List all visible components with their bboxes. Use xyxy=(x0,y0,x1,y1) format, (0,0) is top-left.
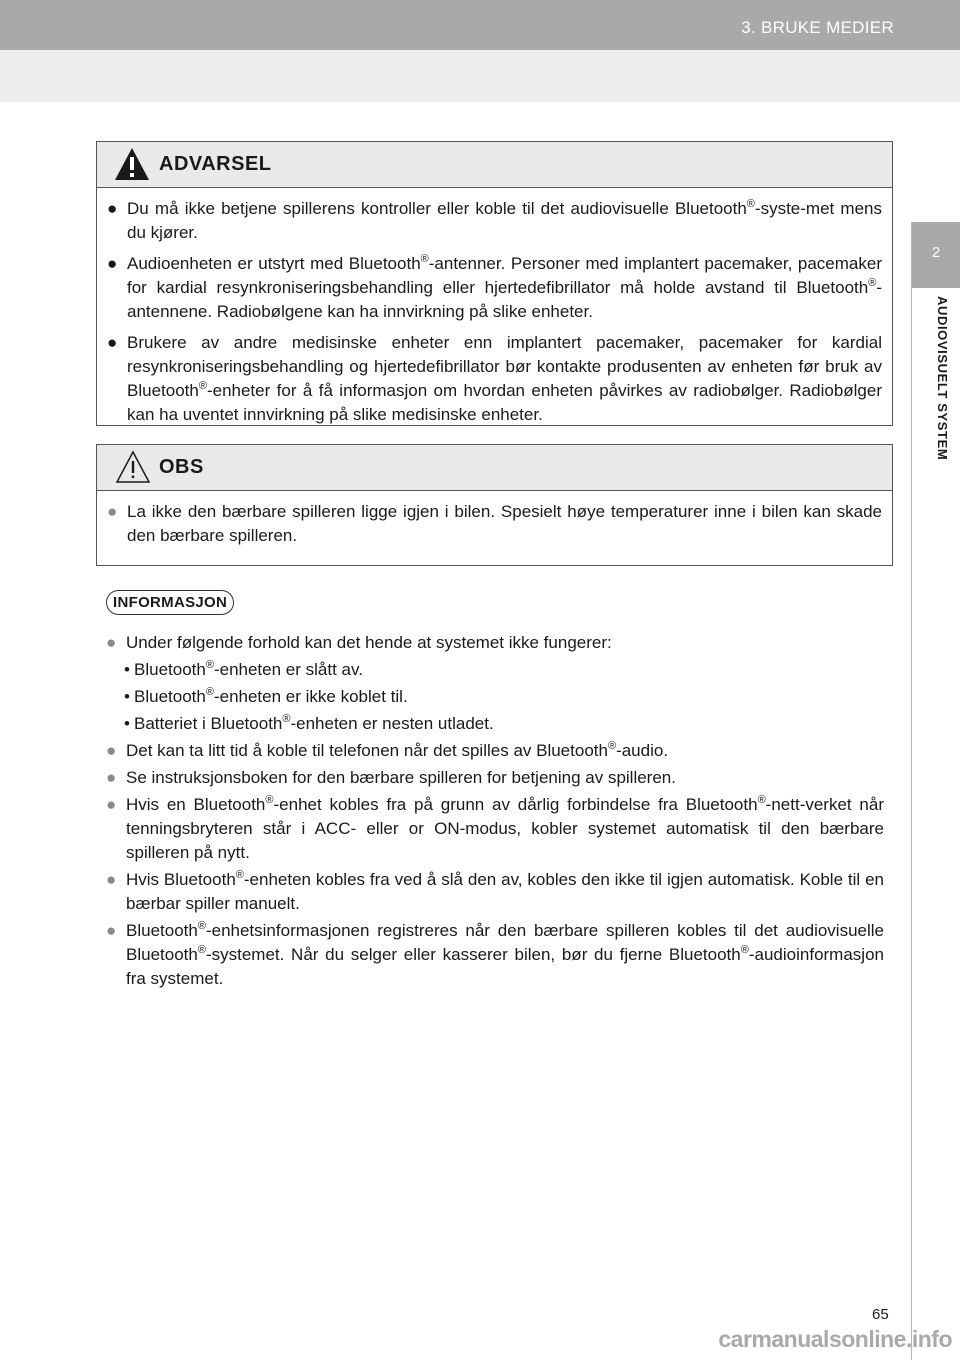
registered-mark: ® xyxy=(757,794,766,806)
text-segment: -enheter for å få informasjon om hvordan enheten påvirkes av radiobølger. Radiobølger kan ha uventet innvirkning på slike medisinske enheter. xyxy=(127,381,882,424)
text-segment: -enhetsinformasjonen registreres når den bærbare spilleren kobles til det audiovisuelle Bluetooth xyxy=(126,921,884,964)
warning-list xyxy=(97,188,892,427)
registered-mark: ® xyxy=(197,944,206,956)
text-segment: Bluetooth xyxy=(134,687,206,706)
registered-mark: ® xyxy=(198,380,207,392)
text-segment: -antennene. Radiobølgene kan ha innvirkning på slike enheter. xyxy=(127,278,882,321)
registered-mark: ® xyxy=(205,686,214,698)
text-segment: -enheten er slått av. xyxy=(213,660,363,679)
warning-item xyxy=(107,331,882,427)
text-segment: -nett-verket når tenningsbryteren står i ACC- eller or ON-modus, kobler systemet automatisk til den bærbare spilleren på nytt. xyxy=(126,795,885,862)
registered-mark: ® xyxy=(607,740,617,752)
text-segment: -systemet. Når du selger eller kasserer bilen, bør du fjerne Bluetooth xyxy=(205,945,741,964)
registered-mark: ® xyxy=(197,920,206,932)
text-segment: Det kan ta litt tid å koble til telefonen når det spilles av Bluetooth xyxy=(126,741,608,760)
info-item xyxy=(106,868,884,916)
text-segment: Hvis Bluetooth xyxy=(126,870,236,889)
page-number: 65 xyxy=(872,1306,889,1323)
warning-title: ADVARSEL xyxy=(159,153,272,175)
information-badge: INFORMASJON xyxy=(106,590,234,615)
registered-mark: ® xyxy=(282,713,291,725)
text-segment: -syste-met mens du kjører. xyxy=(127,199,882,242)
info-list xyxy=(106,739,884,991)
warning-triangle-icon xyxy=(113,146,151,182)
info-sublist xyxy=(106,658,884,736)
warning-item xyxy=(107,197,882,245)
info-item xyxy=(106,739,884,763)
text-segment: -enhet kobles fra på grunn av dårlig forbindelse fra Bluetooth xyxy=(273,795,758,814)
info-subitem xyxy=(106,685,884,709)
info-item xyxy=(106,919,884,991)
text-segment: Batteriet i Bluetooth xyxy=(134,714,283,733)
notice-box xyxy=(96,444,893,566)
text-segment: Bluetooth xyxy=(134,660,206,679)
info-subitem xyxy=(106,712,884,736)
text-segment: -antenner. Personer med implantert pacemaker, pacemaker for kardial resynkroniseringsbehandling eller hjertedefibrillator må holde avstand til Bluetooth xyxy=(127,254,882,297)
notice-item xyxy=(107,500,882,548)
info-item xyxy=(106,766,884,790)
warning-box xyxy=(96,141,893,426)
text-segment: La ikke den bærbare spilleren ligge igjen i bilen. Spesielt høye temperaturer inne i bilen kan skade den bærbare spilleren. xyxy=(127,502,882,545)
chapter-title: 3. BRUKE MEDIER xyxy=(741,18,894,37)
text-segment: -enheten er ikke koblet til. xyxy=(213,687,408,706)
registered-mark: ® xyxy=(868,277,877,289)
text-segment: -enheten kobles fra ved å slå den av, kobles den ikke til igjen automatisk. Koble til en bærbar spiller manuelt. xyxy=(126,870,884,913)
information-section xyxy=(106,590,884,994)
text-segment: Hvis en Bluetooth xyxy=(126,795,266,814)
text-segment: Brukere av andre medisinske enheter enn implantert pacemaker, pacemaker for kardial resynkroniseringsbehandling og hjertedefibrillator bør kontakte produsenten av enheten før bruk av Bluetooth xyxy=(127,333,882,400)
section-tab xyxy=(912,222,960,288)
info-subitem xyxy=(106,658,884,682)
registered-mark: ® xyxy=(740,944,749,956)
caution-triangle-icon xyxy=(115,450,151,484)
info-item xyxy=(106,793,884,865)
registered-mark: ® xyxy=(235,869,244,881)
notice-title: OBS xyxy=(159,456,204,478)
text-segment: Se instruksjonsboken for den bærbare spilleren for betjening av spilleren. xyxy=(126,768,676,787)
notice-list xyxy=(97,491,892,548)
section-tab-number: 2 xyxy=(931,244,941,261)
text-segment: -audio. xyxy=(616,741,669,760)
registered-mark: ® xyxy=(205,659,214,671)
side-divider xyxy=(911,222,912,1360)
text-segment: -enheten er nesten utladet. xyxy=(290,714,494,733)
text-segment: -audioinformasjon fra systemet. xyxy=(126,945,884,988)
registered-mark: ® xyxy=(746,198,755,210)
text-segment: Du må ikke betjene spillerens kontroller eller koble til det audiovisuelle Bluetooth xyxy=(127,199,747,218)
registered-mark: ® xyxy=(265,794,274,806)
text-segment: Bluetooth xyxy=(126,921,198,940)
text-segment: Audioenheten er utstyrt med Bluetooth xyxy=(127,254,421,273)
warning-item xyxy=(107,252,882,324)
section-label: AUDIOVISUELT SYSTEM xyxy=(935,296,950,461)
info-intro: ● Under følgende forhold kan det hende at systemet ikke fungerer: xyxy=(106,631,884,655)
registered-mark: ® xyxy=(420,253,429,265)
header-subband xyxy=(0,50,960,102)
chapter-header-bar xyxy=(0,0,960,50)
notice-header xyxy=(97,445,892,491)
warning-header xyxy=(97,142,892,188)
watermark: carmanualsonline.info xyxy=(718,1326,952,1352)
